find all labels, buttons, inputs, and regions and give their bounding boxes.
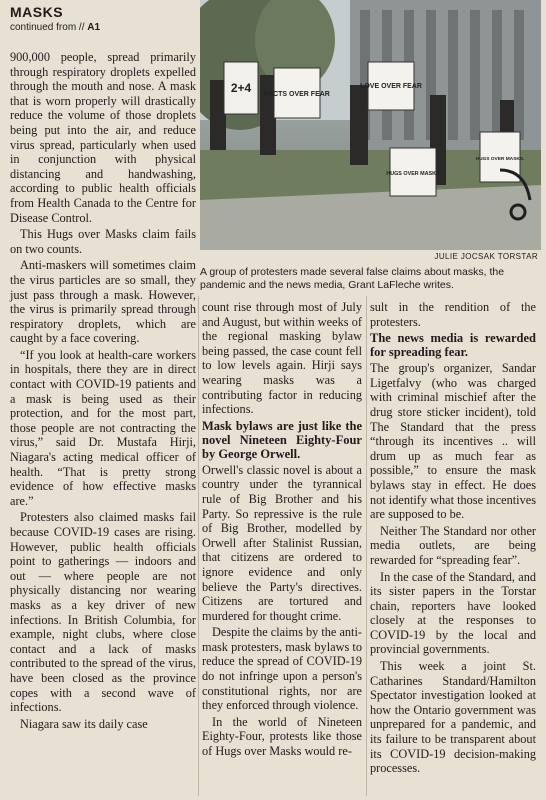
paragraph: Anti-maskers will sometimes claim the virus particles are so small, they just pass through a mask. However, the virus is primarily spread through respiratory droplets, which are caught by a face covering. bbox=[10, 258, 196, 346]
subheading-orwell: Mask bylaws are just like the novel Nineteen Eighty-Four by George Orwell. bbox=[202, 418, 362, 461]
paragraph: “If you look at health-care workers in hospitals, there they are in direct contact with COVID-19 patients and a mask is being used as their protection, and for the most part, those people are not contracting the virus,” said Dr. Mustafa Hirji, Niagara's acting medical officer of health. “That is pretty strong evidence of how effective masks are.” bbox=[10, 347, 196, 508]
section-heading: MASKS bbox=[10, 4, 64, 20]
sign-hugs-text-2: HUGS OVER MASKS. bbox=[475, 157, 525, 162]
sign-love-text: LOVE OVER FEAR bbox=[360, 83, 422, 90]
article-column-2 bbox=[202, 300, 362, 761]
paragraph: sult in the rendition of the protesters. bbox=[370, 300, 536, 329]
sign-2-4 bbox=[224, 62, 258, 114]
paragraph: This week a joint St. Catharines Standard/Hamilton Spectator investigation looked at how the Ontario government was unprepared for a pandemic, and its failure to be transparent about its COVID-19 decision-making processes. bbox=[370, 659, 536, 776]
paragraph: In the world of Nineteen Eighty-Four, protests like those of Hugs over Masks would re- bbox=[202, 714, 362, 759]
sign-facts-over-fear bbox=[264, 68, 330, 118]
paragraph: Despite the claims by the anti-mask protesters, mask bylaws to reduce the spread of COVID-19 do not infringe upon a person's constitutional rights, nor are they enforced through violence. bbox=[202, 625, 362, 713]
sign-hugs-text-1: HUGS OVER MASKS bbox=[386, 171, 440, 177]
paragraph: count rise through most of July and August, but within weeks of the regional masking bylaw being passed, the case count fell to low levels again. Hirji says wearing masks was a contributing factor in reducing infections. bbox=[202, 300, 362, 417]
article-column-3 bbox=[370, 300, 536, 778]
continued-page: A1 bbox=[87, 22, 101, 33]
photo-caption: A group of protesters made several false claims about masks, the pandemic and the news media, Grant LaFleche writes. bbox=[200, 266, 505, 291]
sign-2-4-text: 2+4 bbox=[230, 81, 252, 95]
paragraph: In the case of the Standard, and its sister papers in the Torstar chain, reporters have looked closely at the responses to COVID-19 by the local and provincial governments. bbox=[370, 569, 536, 657]
paragraph: Niagara saw its daily case bbox=[20, 716, 148, 731]
column-divider bbox=[366, 296, 367, 796]
sign-hugs-over-masks-1 bbox=[386, 148, 440, 196]
column-divider bbox=[198, 296, 199, 796]
protest-photo bbox=[200, 0, 541, 250]
photo-credit: JULIE JOCSAK TORSTAR bbox=[434, 252, 538, 261]
paragraph: The group's organizer, Sandar Ligetfalvy (who was charged with criminal mischief after the drug store sticker incident), told The Standard that the press “through its incentives .. will drum up as much fear as possible,” to ensure the mask bylaws stay in effect. He does not identify what those incentives are supposed to be. bbox=[370, 361, 536, 522]
subheading-news-media: The news media is rewarded for spreading fear. bbox=[370, 331, 536, 360]
paragraph: Protesters also claimed masks fail because COVID-19 cases are rising. However, public health officials point to gatherings — indoors and out — where people are not physically distancing nor wearing masks as a key driver of new infections. In British Columbia, for example, night clubs, where close contact and a lack of masks contributed to the spread of the virus, have been closed as the province copes with a second wave of infections. bbox=[10, 510, 196, 715]
paragraph: 900,000 people, spread primarily through respiratory droplets expelled through the mouth and nose. A mask that is worn properly will drastically reduce the volume of those droplets being put into the air, and reduce virus spread, particularly when used in conjunction with physical distancing and handwashing, according to public health officials from Health Canada to the Centre for Disease Control. bbox=[10, 50, 196, 225]
paragraph: This Hugs over Masks claim fails on two counts. bbox=[10, 227, 196, 256]
sign-love-over-fear bbox=[360, 62, 422, 110]
continued-from-line bbox=[10, 22, 100, 33]
continued-prefix: continued from // bbox=[10, 22, 85, 33]
paragraph: Orwell's classic novel is about a country under the tyrannical rule of Big Brother and his Party. So repressive is the rule of Big Brother, modelled by Orwell after Stalinist Russian, that citizens are ordered to ignore evidence and only believe the Party's directives. Citizens are tortured and murdered for thought crime. bbox=[202, 462, 362, 623]
article-column-1 bbox=[10, 50, 196, 733]
sign-facts-text: FACTS OVER FEAR bbox=[264, 91, 330, 98]
paragraph: Neither The Standard nor other media outlets, are being rewarded for “spreading fear”. bbox=[370, 523, 536, 567]
protest-photo-illustration bbox=[200, 0, 541, 250]
